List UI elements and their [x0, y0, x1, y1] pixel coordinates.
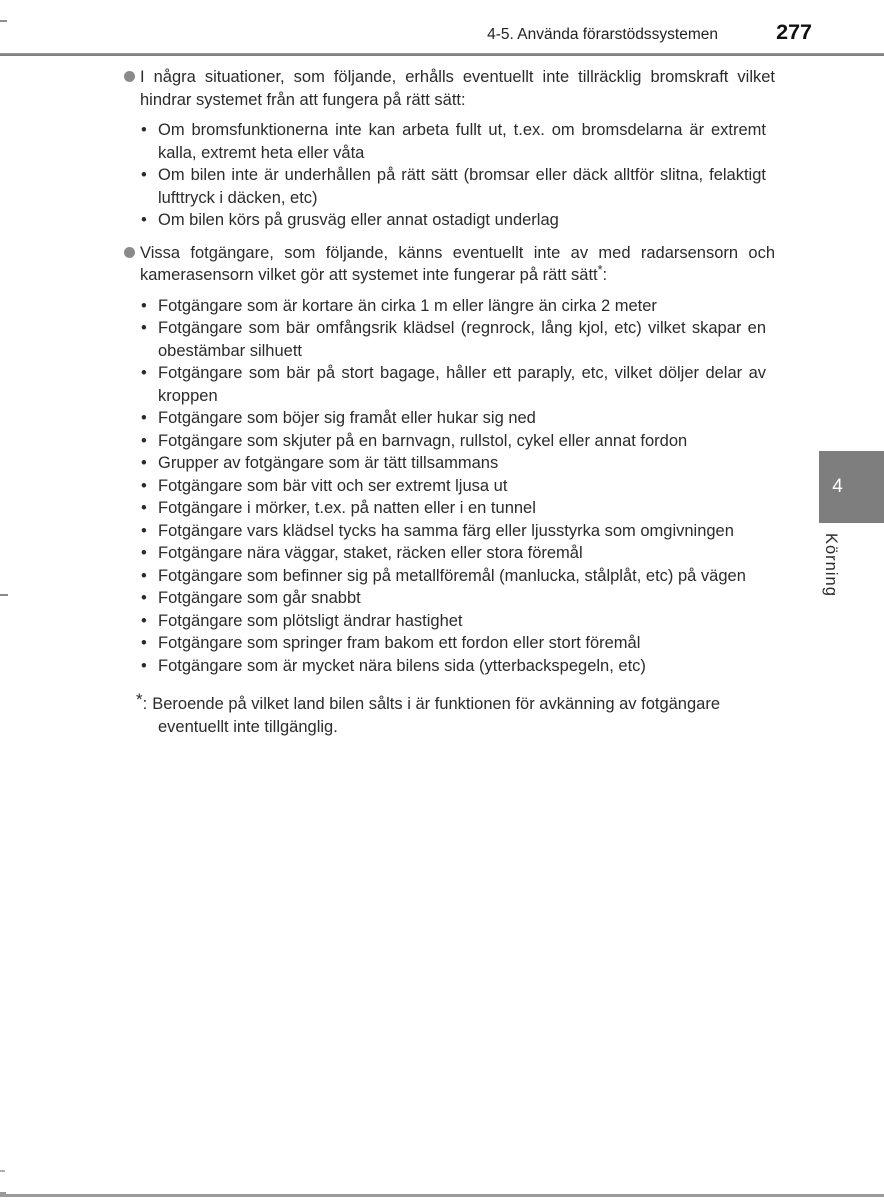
- footnote: [0, 689, 775, 738]
- sub-bullet-list: [0, 119, 775, 232]
- content-area: [0, 57, 775, 738]
- list-item: [0, 542, 775, 565]
- list-item-text: Fotgängare som plötsligt ändrar hastighet: [158, 611, 463, 630]
- bullet-disc-icon: [124, 71, 135, 82]
- bullet-dot-icon: •: [141, 364, 147, 382]
- list-item-text: Fotgängare som böjer sig framåt eller hukar sig ned: [158, 409, 536, 427]
- list-item: [0, 362, 775, 407]
- list-item: [0, 565, 775, 588]
- list-item: [0, 164, 775, 209]
- bullet-dot-icon: •: [141, 121, 147, 139]
- list-item-text: Fotgängare som bär omfångsrik klädsel (regnrock, lång kjol, etc) vilket skapar en obestämbar silhuett: [158, 319, 766, 360]
- list-item: [0, 475, 775, 498]
- list-item: [0, 452, 775, 475]
- bullet-dot-icon: •: [141, 634, 147, 652]
- list-item-text: Fotgängare vars klädsel tycks ha samma färg eller ljusstyrka som omgivningen: [158, 521, 734, 540]
- bottom-edge-line: [0, 1194, 884, 1197]
- footnote-asterisk: *: [136, 690, 143, 709]
- list-item-text: Fotgängare som bär på stort bagage, håller ett paraply, etc, vilket döljer delar av kroppen: [158, 364, 766, 405]
- bullet-dot-icon: •: [141, 521, 147, 540]
- list-item-text: Fotgängare som skjuter på en barnvagn, rullstol, cykel eller annat fordon: [158, 431, 688, 450]
- list-item-text: Om bilen inte är underhållen på rätt sätt (bromsar eller däck alltför slitna, felaktigt lufttryck i däcken, etc): [158, 166, 766, 207]
- list-item-text: Fotgängare som går snabbt: [158, 589, 361, 607]
- bullet-dot-icon: •: [141, 166, 147, 184]
- list-item: [0, 497, 775, 520]
- chapter-label: Körning: [822, 533, 840, 597]
- bullet-dot-icon: •: [141, 499, 147, 517]
- header-divider: [0, 53, 884, 56]
- asterisk-marker: *: [597, 263, 603, 277]
- list-item-text: Om bilen körs på grusväg eller annat ostadigt underlag: [158, 211, 559, 229]
- bullet-dot-icon: •: [141, 211, 147, 229]
- list-item: [0, 407, 775, 430]
- list-item: [0, 430, 775, 453]
- bullet-text: I några situationer, som följande, erhålls eventuellt inte tillräcklig bromskraft vilket hindrar systemet från att fungera på rätt sätt:: [140, 68, 775, 109]
- list-item: [0, 520, 775, 543]
- bullet-dot-icon: •: [141, 409, 147, 427]
- list-item-text: Fotgängare nära väggar, staket, räcken eller stora föremål: [158, 544, 583, 562]
- sub-bullet-list: [0, 295, 775, 678]
- bullet-dot-icon: •: [141, 611, 147, 630]
- footnote-separator: :: [142, 695, 148, 713]
- list-item: [0, 119, 775, 164]
- page-number: 277: [776, 20, 812, 44]
- list-item-text: Fotgängare som är mycket nära bilens sida (ytterbackspegeln, etc): [158, 656, 646, 675]
- bullet-item: [0, 66, 775, 111]
- bullet-text: Vissa fotgängare, som följande, känns eventuellt inte av med radarsensorn och kamerasensorn vilket gör att systemet inte fungerar på rätt sätt*:: [140, 243, 775, 284]
- list-item: [0, 209, 775, 232]
- list-item-text: Fotgängare som springer fram bakom ett fordon eller stort föremål: [158, 634, 641, 652]
- bullet-disc-icon: [124, 247, 135, 258]
- list-item: [0, 610, 775, 633]
- list-item: [0, 317, 775, 362]
- list-item-text: Om bromsfunktionerna inte kan arbeta fullt ut, t.ex. om bromsdelarna är extremt kalla, extremt heta eller våta: [158, 121, 766, 162]
- scan-artifact: [0, 594, 8, 596]
- list-item: [0, 655, 775, 678]
- bullet-dot-icon: •: [141, 319, 147, 337]
- bullet-item: [0, 242, 775, 287]
- list-item-text: Fotgängare som befinner sig på metallföremål (manlucka, stålplåt, etc) på vägen: [158, 566, 746, 585]
- bullet-dot-icon: •: [141, 566, 147, 585]
- footnote-text: Beroende på vilket land bilen sålts i är funktionen för avkänning av fotgängare eventuellt inte tillgänglig.: [152, 695, 721, 736]
- scan-artifact: [0, 20, 7, 22]
- list-item-text: Fotgängare i mörker, t.ex. på natten eller i en tunnel: [158, 499, 536, 517]
- list-item-text: Fotgängare som är kortare än cirka 1 m eller längre än cirka 2 meter: [158, 296, 657, 315]
- list-item: [0, 587, 775, 610]
- chapter-number: 4: [832, 476, 843, 497]
- bullet-dot-icon: •: [141, 296, 147, 315]
- bullet-dot-icon: •: [141, 656, 147, 675]
- chapter-tab: [819, 451, 884, 523]
- bullet-dot-icon: •: [141, 589, 147, 607]
- bullet-dot-icon: •: [141, 476, 147, 495]
- section-title: 4-5. Använda förarstödssystemen: [487, 26, 718, 43]
- bullet-dot-icon: •: [141, 431, 147, 450]
- bullet-dot-icon: •: [141, 454, 147, 472]
- list-item: [0, 632, 775, 655]
- list-item-text: Fotgängare som bär vitt och ser extremt ljusa ut: [158, 476, 508, 495]
- scan-artifact: [0, 1170, 5, 1172]
- list-item-text: Grupper av fotgängare som är tätt tillsammans: [158, 454, 499, 472]
- bullet-dot-icon: •: [141, 544, 147, 562]
- list-item: [0, 295, 775, 318]
